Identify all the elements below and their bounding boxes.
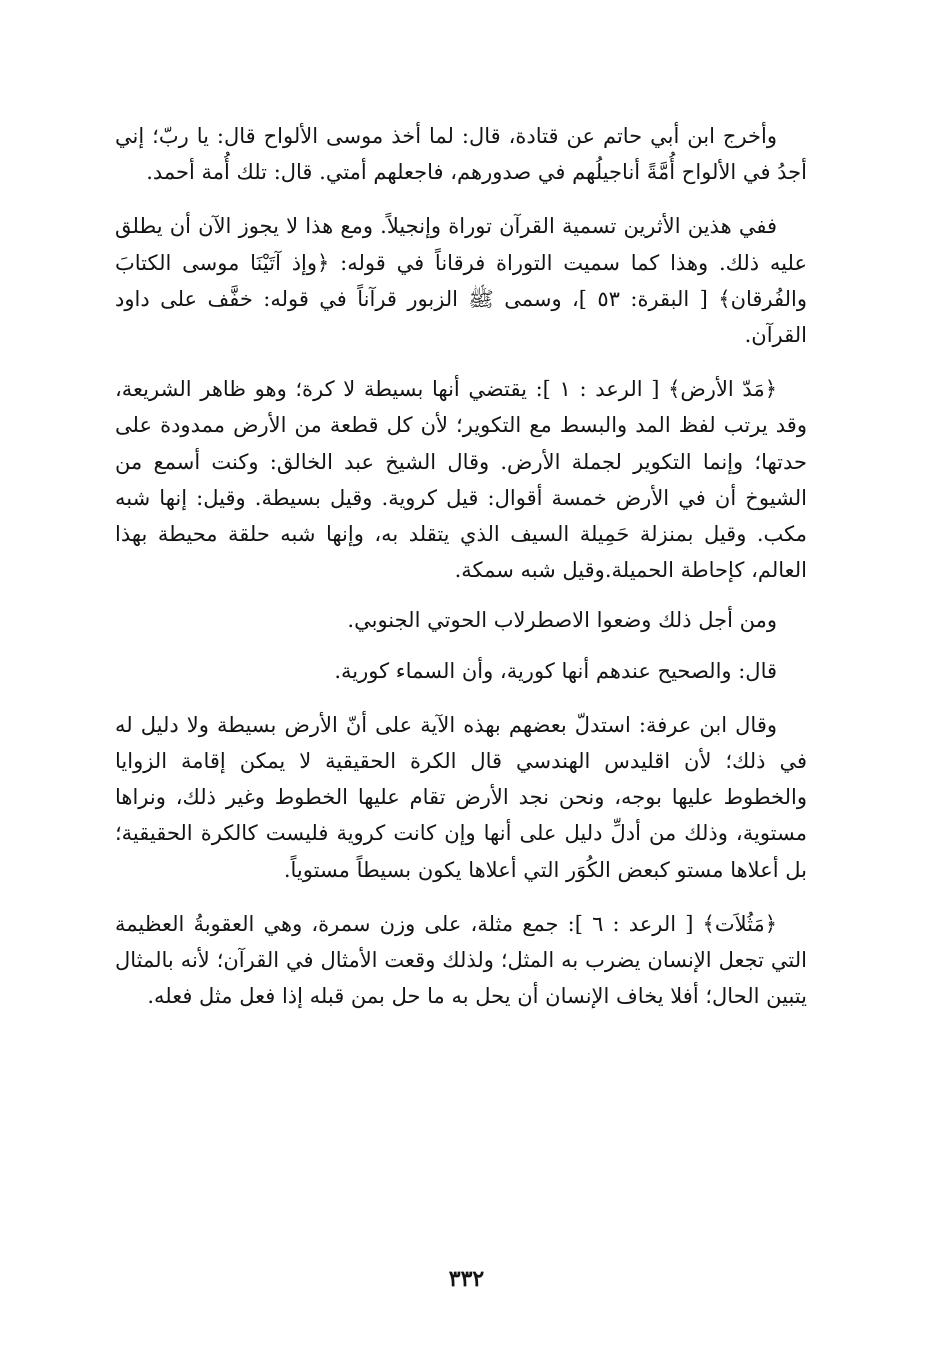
paragraph-astrolabe: ومن أجل ذلك وضعوا الاصطرلاب الحوتي الجنوبي. bbox=[347, 608, 777, 633]
paragraph-correct-view: قال: والصحيح عندهم أنها كورية، وأن السماء كورية. bbox=[334, 658, 777, 683]
paragraph-madd-al-ard: ﴿مَدّ الأرض﴾ [ الرعد : ١ ]: يقتضي أنها بسيطة لا كرة؛ وهو ظاهر الشريعة، وقد يرتب لفظ المد والبسط مع التكوير؛ لأن كل قطعة من الأرض ممدودة على حدتها؛ وإنما التكوير لجملة الأرض. وقال الشيخ عبد الخالق: وكنت أسمع من الشيوخ أن في الأرض خمسة أقوال: قيل كروية. وقيل بسيطة. وقيل: إنها شبه مكب. وقيل بمنزلة حَمِيلة السيف الذي يتقلد به، وإنها شبه حلقة محيطة بهذا العالم، كإحاطة الحميلة.وقيل شبه سمكة. bbox=[115, 377, 807, 583]
text-body bbox=[115, 118, 807, 1014]
paragraph-quran-names: ففي هذين الأثرين تسمية القرآن توراة وإنجيلاً. ومع هذا لا يجوز الآن أن يطلق عليه ذلك. وهذا كما سميت التوراة فرقاناً في قوله: ﴿وإذ آتَيْنَا موسى الكتابَ والفُرقان﴾ [ البقرة: ٥٣ ]، وسمى ﷺ الزبور قرآناً في قوله: خفَّف على داود القرآن. bbox=[115, 214, 808, 348]
page-number: ٣٣٢ bbox=[448, 1266, 485, 1292]
paragraph-mathulat: ﴿مَثُلاَت﴾ [ الرعد : ٦ ]: جمع مثلة، على وزن سمرة، وهي العقوبةُ العظيمة التي تجعل الإنسان يضرب به المثل؛ ولذلك وقعت الأمثال في القرآن؛ لأنه بالمثال يتبين الحال؛ أفلا يخاف الإنسان أن يحل به ما حل بمن قبله إذا فعل مثل فعله. bbox=[115, 911, 807, 1009]
paragraph-qatada-narration: وأخرج ابن أبي حاتم عن قتادة، قال: لما أخذ موسى الألواح قال: يا ربّ؛ إني أجدُ في الألواح أُمَّةً أناجيلُهم في صدورهم، فاجعلهم أمتي. قال: تلك أُمة أحمد. bbox=[115, 124, 807, 185]
paragraph-ibn-arafa: وقال ابن عرفة: استدلّ بعضهم بهذه الآية على أنّ الأرض بسيطة ولا دليل له في ذلك؛ لأن اقليدس الهندسي قال الكرة الحقيقية لا يمكن إقامة الزوايا والخطوط عليها بوجه، ونحن نجد الأرض تقام عليها الخطوط وغير ذلك، ونراها مستوية، وذلك من أدلِّ دليل على أنها وإن كانت كروية فليست كالكرة الحقيقية؛ بل أعلاها مستو كبعض الكُوَر التي أعلاها يكون بسيطاً مستوياً. bbox=[115, 712, 807, 882]
